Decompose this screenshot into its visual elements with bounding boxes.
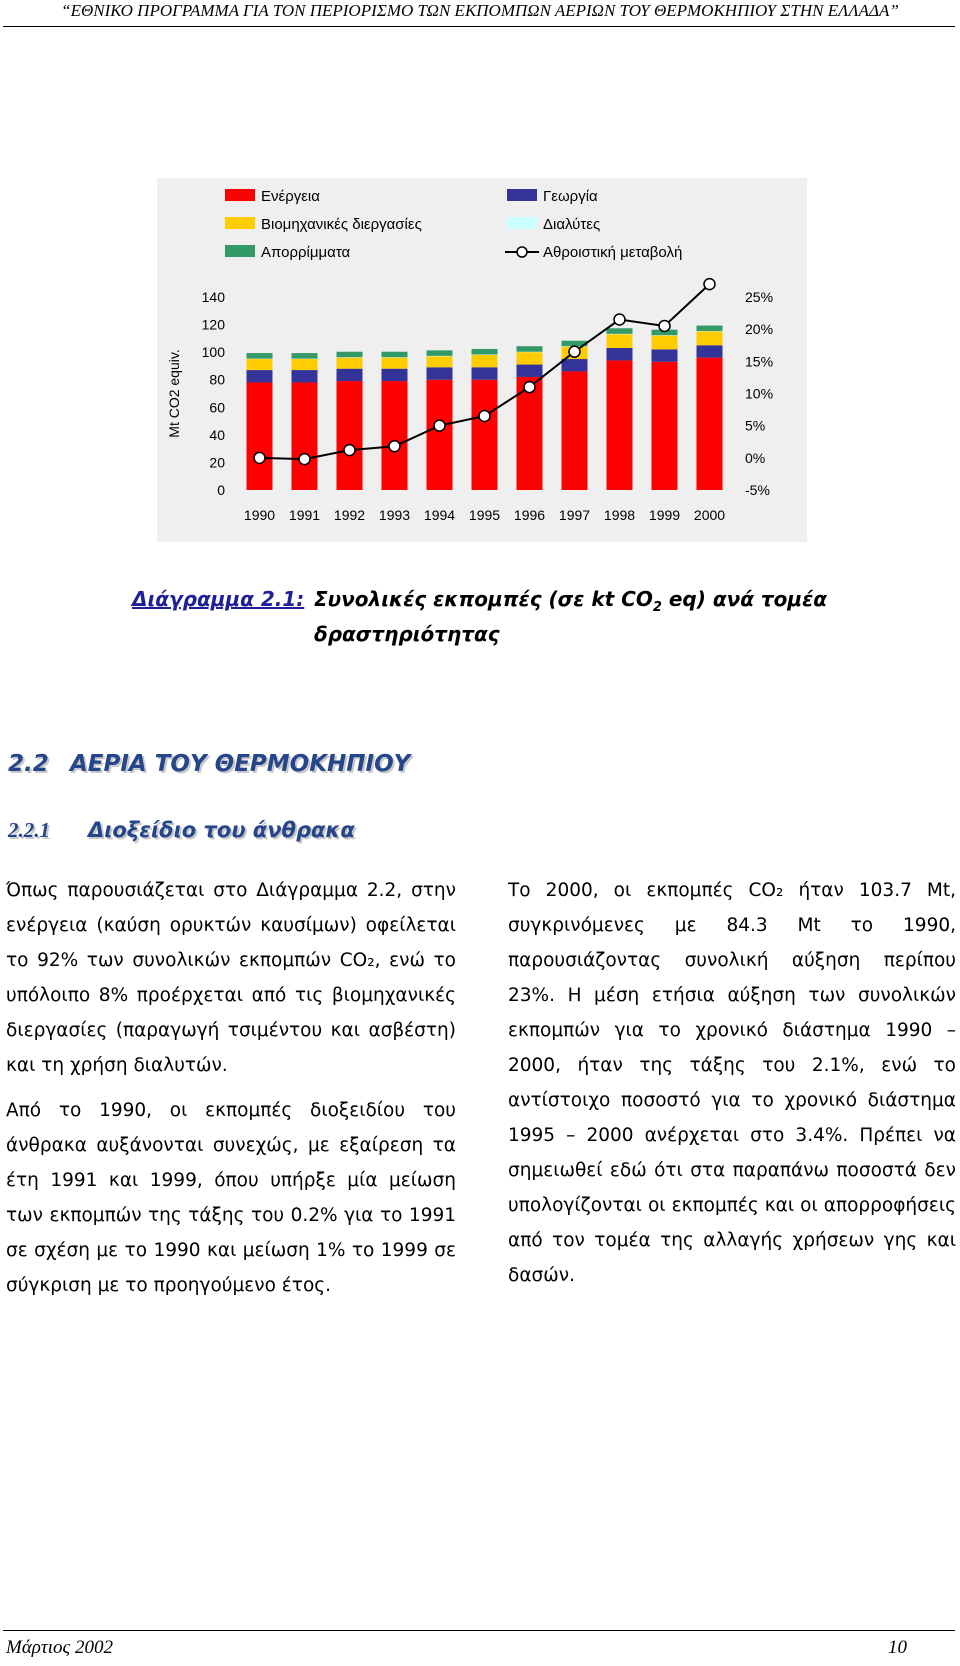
x-tick-label: 1991 (288, 507, 321, 523)
document-header: “ΕΘΝΙΚΟ ΠΡΟΓΡΑΜΜΑ ΓΙΑ ΤΟΝ ΠΕΡΙΟΡΙΣΜΟ ΤΩΝ ΕΚΠΟΜΠΩΝ ΑΕΡΙΩΝ ΤΟΥ ΘΕΡΜΟΚΗΠΙΟΥ ΣΤΗΝ ΕΛΛΑΔΑ” (61, 1, 899, 20)
bar-segment (562, 359, 588, 371)
section-number: 2.2 (8, 751, 49, 777)
bar-segment (292, 382, 318, 490)
legend-swatch (225, 245, 255, 257)
bar-segment (697, 331, 723, 345)
legend-label: Γεωργία (543, 188, 598, 205)
legend-swatch (225, 217, 255, 229)
bar-segment (697, 326, 723, 332)
line-point (569, 346, 580, 357)
paragraph: Όπως παρουσιάζεται στο Διάγραμμα 2.2, στην ενέργεια (καύση ορυκτών καυσίμων) οφείλεται το 92% των συνολικών εκπομπών CO₂, ενώ το υπόλοιπο 8% προέρχεται από τις βιομηχανικές διεργασίες (παραγωγή τσιμέντου και ασβέστη) και τη χρήση διαλυτών. (6, 880, 456, 1076)
line-point (299, 454, 310, 465)
y-tick-label: 140 (201, 289, 225, 305)
y-tick-label: 100 (201, 344, 225, 361)
x-tick-label: 2000 (693, 507, 726, 523)
caption-label: Διάγραμμα 2.1: (132, 587, 305, 611)
bar-segment (472, 355, 498, 367)
section-title: ΑΕΡΙΑ ΤΟΥ ΘΕΡΜΟΚΗΠΙΟΥ (70, 751, 411, 777)
x-tick-label: 1996 (513, 507, 546, 523)
bar-segment (382, 381, 408, 490)
bar-segment (292, 359, 318, 370)
y2-tick-label: 0% (745, 449, 766, 466)
bar-segment (607, 328, 633, 334)
bar-segment (382, 352, 408, 358)
x-tick-label: 1992 (333, 507, 366, 523)
line-point (614, 314, 625, 325)
legend-swatch (507, 217, 537, 229)
y-tick-label: 20 (209, 454, 225, 471)
legend-swatch (507, 189, 537, 201)
x-tick-label: 1999 (648, 507, 681, 523)
legend-label: Απορρίμματα (261, 244, 351, 261)
bar-segment (517, 346, 543, 352)
x-tick-label: 1995 (468, 507, 501, 523)
y-tick-label: 0 (217, 482, 225, 498)
bar-segment (607, 360, 633, 490)
bar-segment (472, 380, 498, 490)
section-heading (8, 751, 410, 777)
bar-segment (427, 356, 453, 367)
legend-label: Ενέργεια (261, 188, 320, 205)
bar-segment (562, 371, 588, 490)
bar-segment (607, 334, 633, 348)
x-tick-label: 1990 (243, 507, 276, 523)
x-tick-label: 1993 (378, 507, 411, 523)
caption-text: Συνολικές εκπομπές (σε kt $CO_2$ eq) ανά τομέα δραστηριότητας (314, 587, 828, 646)
body-column-right (508, 873, 956, 1303)
line-point (254, 452, 265, 463)
footer-rule (3, 1630, 955, 1631)
y2-tick-label: -5% (745, 482, 770, 498)
bar-segment (607, 348, 633, 360)
line-point (704, 279, 715, 290)
bar-segment (472, 367, 498, 379)
y-tick-label: 40 (209, 426, 225, 443)
y2-tick-label: 5% (745, 417, 766, 434)
bar-segment (247, 382, 273, 490)
y-tick-label: 60 (209, 399, 225, 416)
chart-svg (157, 178, 807, 542)
subsection-number: 2.2.1 (8, 818, 50, 842)
x-tick-label: 1994 (423, 507, 456, 523)
bar-segment (427, 350, 453, 356)
paragraph: Από το 1990, οι εκπομπές διοξειδίου του άνθρακα αυξάνονται συνεχώς, με εξαίρεση τα έτη 1991 και 1999, όπου υπήρξε μία μείωση των εκπομπών της τάξης του 0.2% για το 1991 σε σχέση με το 1990 και μείωση 1% το 1999 σε σύγκριση με το προηγούμενο έτος. (6, 1100, 456, 1296)
line-point (479, 411, 490, 422)
y2-tick-label: 25% (745, 289, 774, 305)
bar-segment (697, 358, 723, 490)
x-tick-label: 1997 (558, 507, 591, 523)
y2-tick-label: 20% (745, 321, 774, 338)
subsection-title: Διοξείδιο του άνθρακα (88, 818, 355, 842)
bar-segment (517, 365, 543, 377)
y2-tick-label: 10% (745, 385, 774, 402)
bar-segment (337, 358, 363, 369)
bar-segment (292, 370, 318, 382)
bar-segment (382, 358, 408, 369)
legend-marker (517, 247, 527, 257)
emissions-chart (157, 178, 807, 542)
bar-segment (697, 345, 723, 357)
bar-segment (427, 380, 453, 490)
bar-segment (652, 349, 678, 361)
legend-label: Διαλύτες (543, 216, 601, 233)
bar-segment (247, 359, 273, 370)
bar-segment (247, 353, 273, 359)
subsection-heading (8, 818, 355, 843)
line-point (344, 445, 355, 456)
footer-date: Μάρτιος 2002 (6, 1637, 113, 1658)
bar-segment (337, 381, 363, 490)
bar-segment (292, 353, 318, 359)
bar-segment (382, 369, 408, 381)
y-tick-label: 120 (201, 316, 225, 333)
page-number: 10 (888, 1637, 907, 1658)
y2-tick-label: 15% (745, 353, 774, 370)
legend-label: Αθροιστική μεταβολή (543, 244, 683, 261)
legend-swatch (225, 189, 255, 201)
bar-segment (652, 336, 678, 350)
legend-label: Βιομηχανικές διεργασίες (261, 216, 422, 233)
header-rule (3, 26, 955, 27)
bar-segment (517, 352, 543, 364)
line-point (524, 382, 535, 393)
x-tick-label: 1998 (603, 507, 636, 523)
bar-segment (337, 369, 363, 381)
paragraph: Το 2000, οι εκπομπές CO₂ ήταν 103.7 Mt, συγκρινόμενες με 84.3 Mt το 1990, παρουσιάζοντας συνολική αύξηση περίπου 23%. Η μέση ετήσια αύξηση των συνολικών εκπομπών για το χρονικό διάστημα 1990 – 2000, ήταν της τάξης του 2.1%, ενώ το αντίστοιχο ποσοστό για το χρονικό διάστημα 1995 – 2000 ανέρχεται στο 3.4%. Πρέπει να σημειωθεί εδώ ότι στα παραπάνω ποσοστά δεν υπολογίζονται οι εκπομπές και οι απορροφήσεις από τον τομέα της αλλαγής χρήσεων γης και δασών. (508, 880, 956, 1286)
bar-segment (652, 362, 678, 490)
line-point (434, 420, 445, 431)
line-point (659, 320, 670, 331)
y-axis-label: Mt CO2 equiv. (166, 349, 182, 438)
body-column-left (6, 873, 456, 1313)
y-tick-label: 80 (209, 371, 225, 388)
line-point (389, 441, 400, 452)
bar-segment (247, 370, 273, 382)
bar-segment (472, 349, 498, 355)
bar-segment (337, 352, 363, 358)
bar-segment (427, 367, 453, 379)
